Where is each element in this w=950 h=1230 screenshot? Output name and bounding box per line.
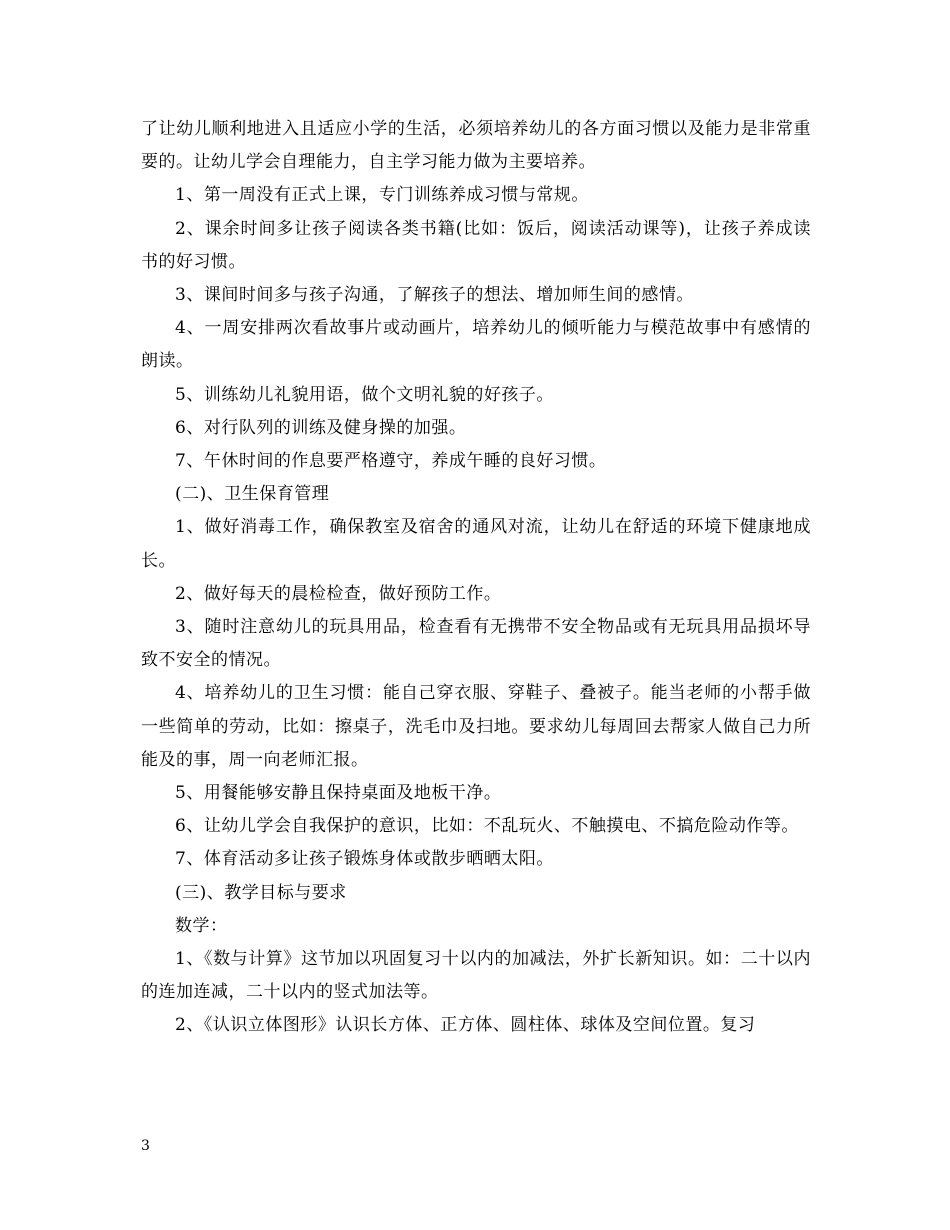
list-item-hygiene-1: 1、做好消毒工作，确保教室及宿舍的通风对流，让幼儿在舒适的环境下健康地成长。 bbox=[141, 517, 811, 571]
list-item-habit-2: 2、课余时间多让孩子阅读各类书籍(比如：饭后，阅读活动课等)，让孩子养成读书的好习惯。 bbox=[141, 218, 811, 272]
list-item-hygiene-4: 4、培养幼儿的卫生习惯：能自己穿衣服、穿鞋子、叠被子。能当老师的小帮手做一些简单的劳动，比如：擦桌子，洗毛巾及扫地。要求幼儿每周回去帮家人做自己力所能及的事，周一向老师汇报。 bbox=[141, 683, 811, 770]
list-item-hygiene-2: 2、做好每天的晨检检查，做好预防工作。 bbox=[175, 583, 502, 604]
section-heading-teaching: (三)、教学目标与要求 bbox=[175, 882, 347, 903]
document-body bbox=[141, 113, 811, 1043]
list-item-math-2: 2、《认识立体图形》认识长方体、正方体、圆柱体、球体及空间位置。复习 bbox=[175, 1015, 756, 1036]
section-heading-hygiene: (二)、卫生保育管理 bbox=[175, 484, 330, 505]
list-item-habit-6: 6、对行队列的训练及健身操的加强。 bbox=[175, 417, 467, 438]
list-item-hygiene-7: 7、体育活动多让孩子锻炼身体或散步晒晒太阳。 bbox=[175, 849, 554, 870]
list-item-hygiene-5: 5、用餐能够安静且保持桌面及地板干净。 bbox=[175, 783, 502, 804]
list-item-habit-7: 7、午休时间的作息要严格遵守，养成午睡的良好习惯。 bbox=[175, 451, 607, 472]
page-number: 3 bbox=[141, 1138, 150, 1154]
list-item-habit-1: 1、第一周没有正式上课，专门训练养成习惯与常规。 bbox=[175, 185, 589, 206]
list-item-habit-4: 4、一周安排两次看故事片或动画片，培养幼儿的倾听能力与模范故事中有感情的朗读。 bbox=[141, 318, 811, 372]
list-item-habit-5: 5、训练幼儿礼貌用语，做个文明礼貌的好孩子。 bbox=[175, 384, 554, 405]
body-paragraph: 了让幼儿顺利地进入且适应小学的生活，必须培养幼儿的各方面习惯以及能力是非常重要的。让幼儿学会自理能力，自主学习能力做为主要培养。 bbox=[141, 119, 811, 173]
list-item-math-1: 1、《数与计算》这节加以巩固复习十以内的加减法，外扩长新知识。如：二十以内的连加连减，二十以内的竖式加法等。 bbox=[141, 949, 811, 1003]
list-item-habit-3: 3、课间时间多与孩子沟通，了解孩子的想法、增加师生间的感情。 bbox=[175, 285, 694, 306]
subheading-math: 数学： bbox=[175, 915, 228, 936]
list-item-hygiene-6: 6、让幼儿学会自我保护的意识，比如：不乱玩火、不触摸电、不搞危险动作等。 bbox=[175, 816, 799, 837]
list-item-hygiene-3: 3、随时注意幼儿的玩具用品，检查看有无携带不安全物品或有无玩具用品损坏导致不安全的情况。 bbox=[141, 617, 811, 671]
